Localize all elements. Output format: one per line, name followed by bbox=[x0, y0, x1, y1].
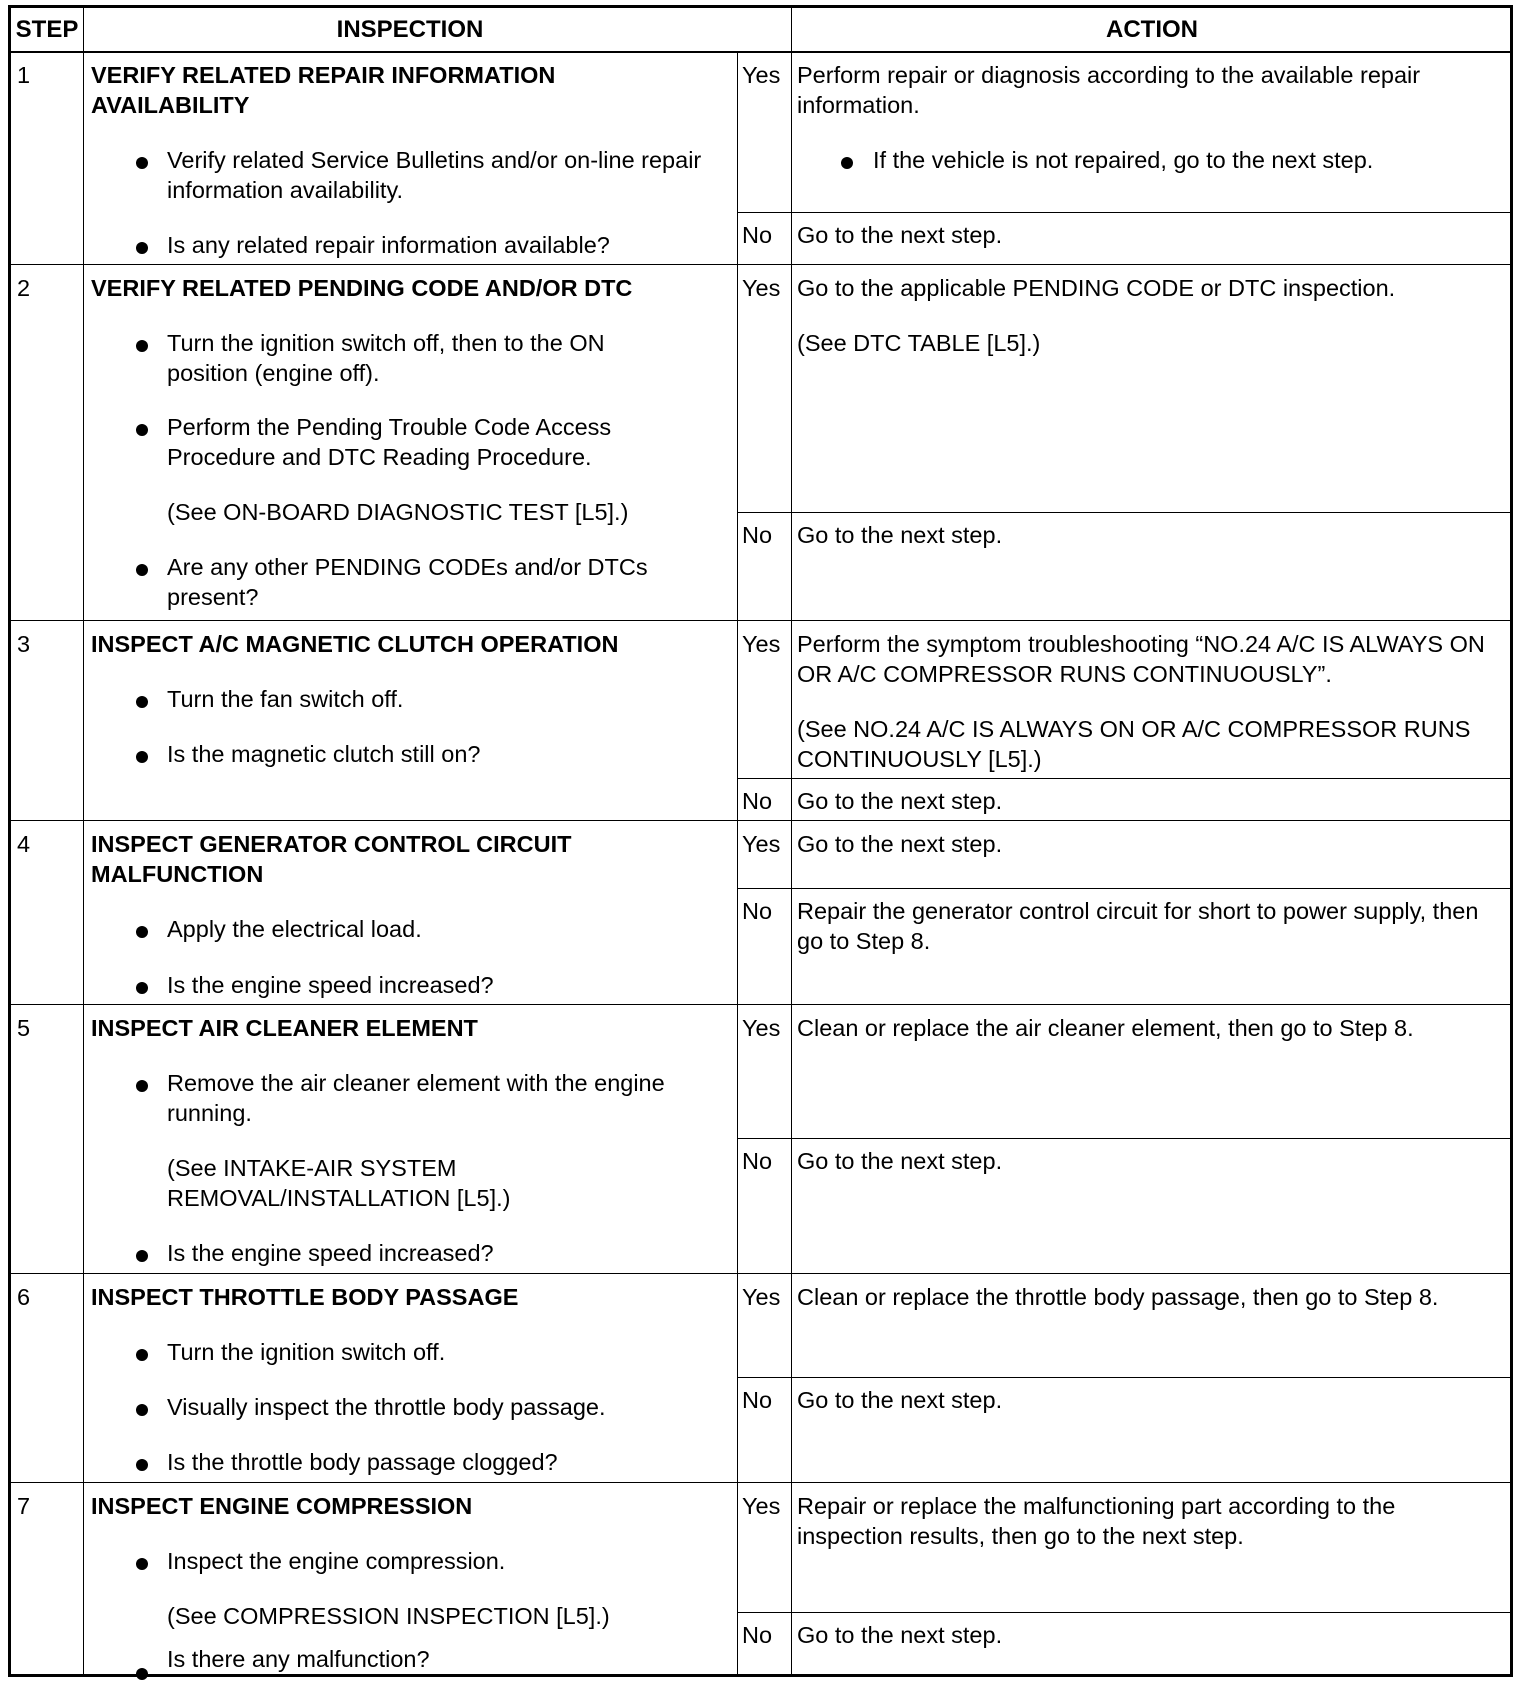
inspection-item: Turn the fan switch off. bbox=[167, 686, 404, 712]
step-divider bbox=[11, 1273, 1510, 1274]
yes-action: Repair or replace the malfunctioning part according to the inspection results, then go to the next step. bbox=[797, 1493, 1396, 1549]
bullet-dot bbox=[136, 564, 148, 576]
bullet-dot bbox=[136, 1349, 148, 1361]
inspection-item: Is the engine speed increased? bbox=[167, 972, 494, 998]
row-divider bbox=[737, 778, 1510, 779]
no-label: No bbox=[742, 522, 773, 548]
inspection-item: Is the magnetic clutch still on? bbox=[167, 741, 481, 767]
bullet-dot bbox=[136, 982, 148, 994]
bullet-dot bbox=[136, 1404, 148, 1416]
bullet-dot bbox=[136, 157, 148, 169]
column-divider-action bbox=[791, 8, 792, 1674]
yes-action: Go to the applicable PENDING CODE or DTC inspection. bbox=[797, 275, 1396, 301]
no-label: No bbox=[742, 1622, 773, 1648]
yes-label: Yes bbox=[742, 631, 781, 657]
diagnostic-table bbox=[8, 5, 1513, 1677]
inspection-item: Turn the ignition switch off. bbox=[167, 1339, 446, 1365]
bullet-dot bbox=[136, 1080, 148, 1092]
yes-label: Yes bbox=[742, 62, 781, 88]
bullet-dot bbox=[136, 751, 148, 763]
yes-label: Yes bbox=[742, 831, 781, 857]
yes-label: Yes bbox=[742, 1284, 781, 1310]
no-label: No bbox=[742, 1148, 773, 1174]
inspection-item: Is any related repair information available? bbox=[167, 232, 610, 258]
header-action: ACTION bbox=[1106, 16, 1198, 43]
yes-action-note: (See NO.24 A/C IS ALWAYS ON OR A/C COMPRESSOR RUNS CONTINUOUSLY [L5].) bbox=[797, 716, 1471, 772]
no-action: Repair the generator control circuit for short to power supply, then go to Step 8. bbox=[797, 898, 1479, 954]
yes-action-bullet: If the vehicle is not repaired, go to the next step. bbox=[873, 147, 1374, 173]
header-step: STEP bbox=[15, 16, 79, 43]
bullet-dot bbox=[136, 1668, 148, 1680]
step-divider bbox=[11, 264, 1510, 265]
inspection-item: Verify related Service Bulletins and/or on-line repair information availability. bbox=[167, 147, 702, 203]
step-number: 3 bbox=[17, 631, 31, 657]
column-divider-step bbox=[83, 8, 84, 1674]
step-title: VERIFY RELATED PENDING CODE AND/OR DTC bbox=[91, 275, 633, 301]
inspection-note: (See COMPRESSION INSPECTION [L5].) bbox=[167, 1603, 610, 1629]
no-label: No bbox=[742, 788, 773, 814]
bullet-dot bbox=[136, 696, 148, 708]
step-divider bbox=[11, 1482, 1510, 1483]
bullet-dot bbox=[841, 157, 853, 169]
yes-action-note: (See DTC TABLE [L5].) bbox=[797, 330, 1041, 356]
no-label: No bbox=[742, 222, 773, 248]
bullet-dot bbox=[136, 1250, 148, 1262]
bullet-dot bbox=[136, 1459, 148, 1471]
yes-action: Perform the symptom troubleshooting “NO.24 A/C IS ALWAYS ON OR A/C COMPRESSOR RUNS CONTINUOUSLY”. bbox=[797, 631, 1485, 687]
no-action: Go to the next step. bbox=[797, 522, 1003, 548]
no-label: No bbox=[742, 1387, 773, 1413]
row-divider bbox=[737, 1612, 1510, 1613]
bullet-dot bbox=[136, 1558, 148, 1570]
yes-label: Yes bbox=[742, 1015, 781, 1041]
row-divider bbox=[737, 1377, 1510, 1378]
no-action: Go to the next step. bbox=[797, 1622, 1003, 1648]
step-title: INSPECT GENERATOR CONTROL CIRCUIT MALFUNCTION bbox=[91, 831, 572, 887]
row-divider bbox=[737, 1138, 1510, 1139]
row-divider bbox=[737, 888, 1510, 889]
bullet-dot bbox=[136, 242, 148, 254]
step-number: 7 bbox=[17, 1493, 31, 1519]
step-number: 6 bbox=[17, 1284, 31, 1310]
row-divider bbox=[737, 512, 1510, 513]
inspection-item: Perform the Pending Trouble Code Access Procedure and DTC Reading Procedure. bbox=[167, 414, 612, 470]
yes-action: Go to the next step. bbox=[797, 831, 1003, 857]
inspection-item: Remove the air cleaner element with the engine running. bbox=[167, 1070, 665, 1126]
step-title: VERIFY RELATED REPAIR INFORMATION AVAILABILITY bbox=[91, 62, 556, 118]
header-divider bbox=[11, 51, 1510, 53]
no-action: Go to the next step. bbox=[797, 1387, 1003, 1413]
step-title: INSPECT ENGINE COMPRESSION bbox=[91, 1493, 473, 1519]
bullet-dot bbox=[136, 424, 148, 436]
inspection-note: (See INTAKE-AIR SYSTEM REMOVAL/INSTALLATION [L5].) bbox=[167, 1155, 511, 1211]
column-divider-yesno bbox=[737, 51, 738, 1674]
no-label: No bbox=[742, 898, 773, 924]
row-divider bbox=[737, 212, 1510, 213]
inspection-item: Turn the ignition switch off, then to the ON position (engine off). bbox=[167, 330, 605, 386]
no-action: Go to the next step. bbox=[797, 788, 1003, 814]
step-title: INSPECT A/C MAGNETIC CLUTCH OPERATION bbox=[91, 631, 619, 657]
inspection-item: Apply the electrical load. bbox=[167, 916, 422, 942]
inspection-item: Visually inspect the throttle body passage. bbox=[167, 1394, 606, 1420]
step-number: 2 bbox=[17, 275, 31, 301]
yes-action: Perform repair or diagnosis according to the available repair information. bbox=[797, 62, 1421, 118]
step-number: 4 bbox=[17, 831, 31, 857]
yes-label: Yes bbox=[742, 1493, 781, 1519]
no-action: Go to the next step. bbox=[797, 1148, 1003, 1174]
bullet-dot bbox=[136, 340, 148, 352]
bullet-dot bbox=[136, 926, 148, 938]
step-title: INSPECT THROTTLE BODY PASSAGE bbox=[91, 1284, 519, 1310]
no-action: Go to the next step. bbox=[797, 222, 1003, 248]
step-divider bbox=[11, 820, 1510, 821]
inspection-item: Is there any malfunction? bbox=[167, 1646, 430, 1672]
step-divider bbox=[11, 620, 1510, 621]
step-title: INSPECT AIR CLEANER ELEMENT bbox=[91, 1015, 478, 1041]
yes-action: Clean or replace the throttle body passage, then go to Step 8. bbox=[797, 1284, 1439, 1310]
yes-action: Clean or replace the air cleaner element, then go to Step 8. bbox=[797, 1015, 1414, 1041]
inspection-item: Inspect the engine compression. bbox=[167, 1548, 506, 1574]
inspection-item: Is the throttle body passage clogged? bbox=[167, 1449, 558, 1475]
yes-label: Yes bbox=[742, 275, 781, 301]
step-number: 5 bbox=[17, 1015, 31, 1041]
inspection-item: Are any other PENDING CODEs and/or DTCs present? bbox=[167, 554, 648, 610]
inspection-note: (See ON-BOARD DIAGNOSTIC TEST [L5].) bbox=[167, 499, 629, 525]
step-divider bbox=[11, 1004, 1510, 1005]
step-number: 1 bbox=[17, 62, 31, 88]
header-inspection: INSPECTION bbox=[336, 16, 484, 43]
inspection-item: Is the engine speed increased? bbox=[167, 1240, 494, 1266]
